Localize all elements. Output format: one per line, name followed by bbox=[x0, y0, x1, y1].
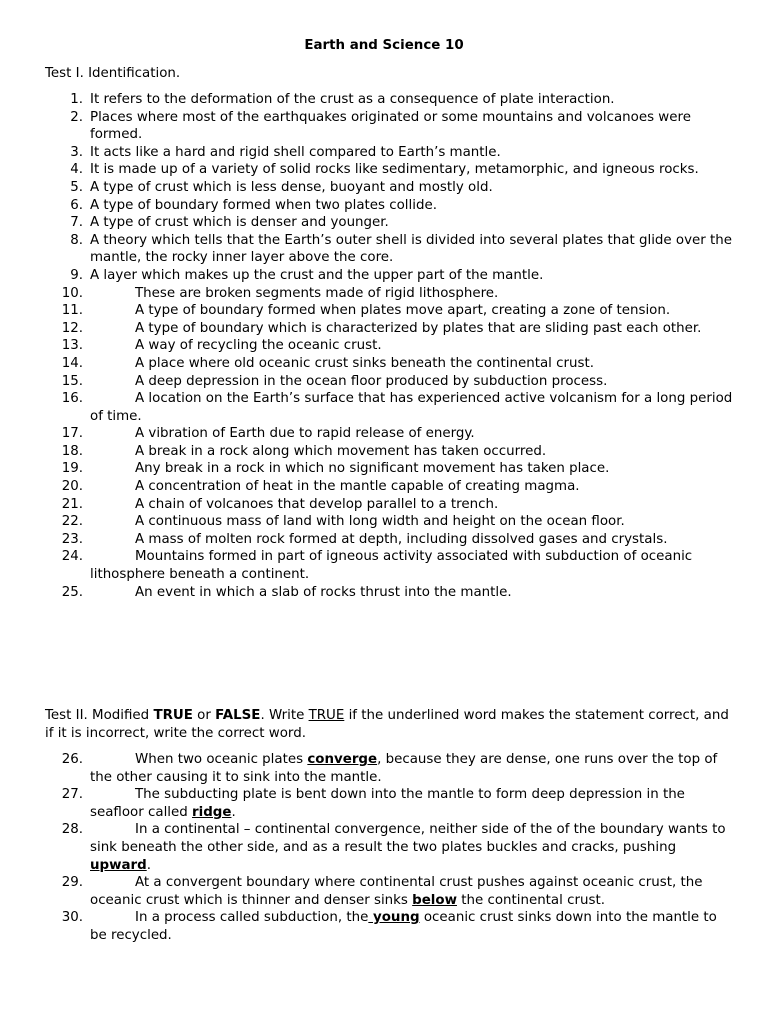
statement-after: , because they are dense, one runs over the top of the other causing it to sink into the mantle. bbox=[90, 752, 718, 785]
statement-after: . bbox=[231, 804, 236, 820]
question-number: 9. bbox=[70, 267, 83, 283]
question-item bbox=[45, 161, 735, 179]
question-number: 5. bbox=[70, 179, 83, 195]
statement-number: 30. bbox=[61, 910, 83, 926]
question-text: Mountains formed in part of igneous activity associated with subduction of oceanic lithosphere beneath a continent. bbox=[90, 549, 693, 583]
test2-heading-or: or bbox=[192, 708, 216, 723]
statement-item bbox=[45, 786, 735, 821]
question-item bbox=[45, 548, 735, 583]
test2-heading-true-underlined: TRUE bbox=[308, 708, 345, 723]
question-text-wrap bbox=[90, 496, 735, 514]
test2-heading-true: TRUE bbox=[153, 708, 193, 723]
question-text-wrap bbox=[90, 425, 735, 443]
question-number: 15. bbox=[61, 373, 83, 389]
statement-after: oceanic crust sinks down into the mantle to be recycled. bbox=[90, 910, 717, 943]
test2-heading-suffix: if the underlined word makes the statement correct, and if it is incorrect, write the correct word. bbox=[45, 708, 729, 741]
question-item bbox=[45, 478, 735, 496]
question-item bbox=[45, 197, 735, 215]
question-item bbox=[45, 232, 735, 267]
question-item bbox=[45, 214, 735, 232]
statement-before: In a process called subduction, the bbox=[135, 910, 369, 926]
question-number: 8. bbox=[70, 232, 83, 248]
question-text: A chain of volcanoes that develop parallel to a trench. bbox=[135, 496, 499, 512]
statement-text bbox=[90, 786, 735, 821]
statement-item bbox=[45, 909, 735, 944]
question-text: A type of crust which is less dense, buoyant and mostly old. bbox=[90, 179, 493, 195]
question-text: A break in a rock along which movement has taken occurred. bbox=[135, 443, 547, 459]
question-text-wrap bbox=[90, 443, 735, 461]
question-number: 16. bbox=[61, 391, 83, 407]
statement-number: 28. bbox=[61, 822, 83, 838]
question-text: A location on the Earth’s surface that has experienced active volcanism for a long period of time. bbox=[90, 391, 733, 424]
question-text: It refers to the deformation of the crust as a consequence of plate interaction. bbox=[90, 92, 615, 107]
question-text-wrap bbox=[90, 460, 735, 478]
question-number: 19. bbox=[61, 461, 83, 477]
question-text-wrap bbox=[90, 285, 735, 303]
underlined-keyword: young bbox=[368, 910, 420, 926]
statement-item bbox=[45, 821, 735, 874]
question-text: A place where old oceanic crust sinks beneath the continental crust. bbox=[135, 355, 594, 371]
question-item bbox=[45, 443, 735, 461]
statement-after: the continental crust. bbox=[456, 892, 605, 908]
question-text: A theory which tells that the Earth’s outer shell is divided into several plates that glide over the mantle, the rocky inner layer above the core. bbox=[90, 232, 733, 266]
question-text: It is made up of a variety of solid rocks like sedimentary, metamorphic, and igneous rocks. bbox=[90, 162, 699, 178]
question-text-wrap bbox=[90, 513, 735, 531]
underlined-keyword: upward bbox=[90, 857, 147, 873]
question-item bbox=[45, 355, 735, 373]
statement-before: The subducting plate is bent down into the mantle to form deep depression in the seafloor called bbox=[90, 787, 685, 820]
statement-text bbox=[90, 874, 735, 909]
underlined-keyword: converge bbox=[307, 752, 378, 767]
question-text: A mass of molten rock formed at depth, including dissolved gases and crystals. bbox=[135, 531, 668, 547]
question-text: A vibration of Earth due to rapid release of energy. bbox=[135, 426, 475, 442]
question-text: A concentration of heat in the mantle capable of creating magma. bbox=[135, 479, 580, 495]
question-text: Places where most of the earthquakes originated or some mountains and volcanoes were formed. bbox=[90, 109, 691, 143]
question-text: A type of boundary which is characterized by plates that are sliding past each other. bbox=[135, 320, 702, 336]
question-item bbox=[45, 144, 735, 162]
question-item bbox=[45, 584, 735, 602]
question-item bbox=[45, 179, 735, 197]
question-text-wrap bbox=[90, 584, 735, 602]
statement-number: 26. bbox=[61, 752, 83, 767]
question-number: 24. bbox=[61, 549, 83, 565]
question-text: These are broken segments made of rigid lithosphere. bbox=[135, 285, 499, 301]
statement-item bbox=[45, 874, 735, 909]
statement-after: . bbox=[146, 857, 151, 873]
question-text-wrap bbox=[90, 302, 735, 320]
question-number: 21. bbox=[61, 496, 83, 512]
question-number: 7. bbox=[70, 215, 83, 231]
question-item bbox=[45, 496, 735, 514]
statement-number: 27. bbox=[61, 787, 83, 803]
underlined-keyword: below bbox=[412, 892, 457, 908]
test2-list bbox=[45, 751, 735, 945]
question-number: 2. bbox=[70, 109, 83, 125]
question-number: 11. bbox=[61, 303, 83, 319]
statement-item bbox=[45, 751, 735, 786]
question-item bbox=[45, 267, 735, 285]
question-item bbox=[45, 109, 735, 144]
question-text: A continuous mass of land with long width and height on the ocean floor. bbox=[135, 514, 625, 530]
question-item bbox=[45, 285, 735, 303]
test2-heading-prefix: Test II. Modified bbox=[45, 708, 154, 723]
question-number: 3. bbox=[70, 144, 83, 160]
question-text-wrap bbox=[90, 531, 735, 549]
question-number: 1. bbox=[70, 92, 83, 107]
test2-heading bbox=[45, 707, 735, 742]
question-item bbox=[45, 302, 735, 320]
question-item bbox=[45, 390, 735, 425]
question-number: 13. bbox=[61, 338, 83, 354]
underlined-keyword: ridge bbox=[192, 804, 232, 820]
question-number: 6. bbox=[70, 197, 83, 213]
question-number: 23. bbox=[61, 531, 83, 547]
page-title: Earth and Science 10 bbox=[304, 38, 464, 53]
statement-text bbox=[90, 909, 735, 944]
question-number: 22. bbox=[61, 514, 83, 530]
question-item bbox=[45, 513, 735, 531]
question-number: 10. bbox=[61, 285, 83, 301]
question-number: 4. bbox=[70, 162, 83, 178]
question-text: A type of boundary formed when two plates collide. bbox=[90, 197, 437, 213]
statement-before: At a convergent boundary where continental crust pushes against oceanic crust, the oceanic crust which is thinner and denser sinks bbox=[90, 875, 703, 908]
question-text-wrap bbox=[90, 355, 735, 373]
question-item bbox=[45, 425, 735, 443]
question-item bbox=[45, 91, 735, 109]
question-text: It acts like a hard and rigid shell compared to Earth’s mantle. bbox=[90, 144, 501, 160]
test2-heading-mid: . Write bbox=[260, 708, 309, 723]
question-number: 14. bbox=[61, 355, 83, 371]
statement-before: In a continental – continental convergence, neither side of the of the boundary wants to sink beneath the other side, and as a result the two plates buckles and cracks, pushing bbox=[90, 822, 726, 855]
question-text-wrap bbox=[90, 548, 735, 583]
question-number: 25. bbox=[61, 584, 83, 600]
question-number: 17. bbox=[61, 426, 83, 442]
question-number: 18. bbox=[61, 443, 83, 459]
question-text-wrap bbox=[90, 320, 735, 338]
question-text-wrap bbox=[90, 390, 735, 425]
question-text: A deep depression in the ocean floor produced by subduction process. bbox=[135, 373, 608, 389]
question-item bbox=[45, 460, 735, 478]
question-number: 12. bbox=[61, 320, 83, 336]
question-text: A way of recycling the oceanic crust. bbox=[135, 338, 382, 354]
test1-list bbox=[45, 91, 735, 601]
statement-text bbox=[90, 821, 735, 874]
question-text-wrap bbox=[90, 337, 735, 355]
statement-before: When two oceanic plates bbox=[135, 752, 308, 767]
question-number: 20. bbox=[61, 479, 83, 495]
statement-text bbox=[90, 751, 735, 786]
question-item bbox=[45, 373, 735, 391]
question-text: A layer which makes up the crust and the upper part of the mantle. bbox=[90, 267, 544, 283]
test2-heading-false: FALSE bbox=[215, 708, 261, 723]
question-text-wrap bbox=[90, 373, 735, 391]
question-text: Any break in a rock in which no significant movement has taken place. bbox=[135, 461, 610, 477]
question-text: A type of boundary formed when plates move apart, creating a zone of tension. bbox=[135, 303, 671, 319]
question-text-wrap bbox=[90, 478, 735, 496]
question-item bbox=[45, 531, 735, 549]
test1-heading: Test I. Identification. bbox=[45, 66, 181, 81]
question-item bbox=[45, 320, 735, 338]
question-item bbox=[45, 337, 735, 355]
question-text: An event in which a slab of rocks thrust into the mantle. bbox=[135, 584, 512, 600]
statement-number: 29. bbox=[61, 875, 83, 891]
question-text: A type of crust which is denser and younger. bbox=[90, 215, 389, 231]
